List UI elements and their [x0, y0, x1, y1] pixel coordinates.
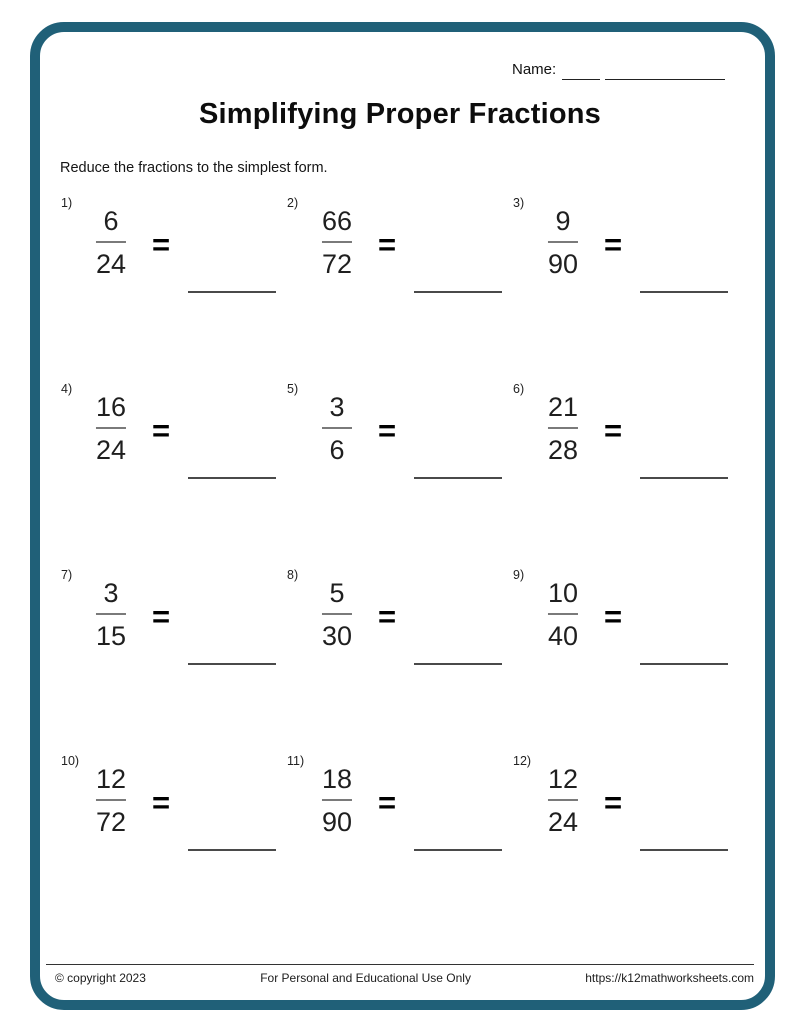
answer-blank-line — [188, 477, 276, 479]
answer-blank-line — [414, 663, 502, 665]
fraction-bar — [96, 427, 126, 429]
name-blank-line-1 — [562, 63, 600, 80]
problem-cell — [286, 570, 512, 682]
fraction — [317, 761, 357, 840]
fraction-numerator: 66 — [321, 206, 353, 236]
page-title: Simplifying Proper Fractions — [199, 98, 601, 130]
answer-blank-line — [640, 663, 728, 665]
problem-number: 3) — [513, 196, 525, 210]
footer-copyright: © copyright 2023 — [55, 971, 146, 985]
fraction-denominator: 90 — [547, 249, 579, 279]
problem-cell — [512, 756, 738, 868]
problem-number: 6) — [513, 382, 525, 396]
fraction-bar — [322, 799, 352, 801]
fraction-numerator: 12 — [547, 764, 579, 794]
answer-blank-line — [640, 849, 728, 851]
problem-cell — [60, 198, 286, 310]
fraction-numerator: 21 — [547, 392, 579, 422]
equals-sign: = — [604, 413, 623, 448]
answer-blank-line — [188, 663, 276, 665]
problem-cell — [512, 198, 738, 310]
problem-cell — [60, 384, 286, 496]
problems-grid — [60, 198, 740, 868]
problem-number: 12) — [513, 754, 532, 768]
answer-blank-line — [640, 477, 728, 479]
fraction — [543, 761, 583, 840]
problem-number: 11) — [287, 754, 305, 768]
answer-blank-line — [188, 849, 276, 851]
equals-sign: = — [378, 599, 397, 634]
problem-cell — [60, 756, 286, 868]
fraction-numerator: 9 — [555, 206, 571, 236]
fraction-denominator: 6 — [329, 435, 345, 465]
fraction — [543, 203, 583, 282]
fraction-bar — [548, 613, 578, 615]
problem-number: 2) — [287, 196, 299, 210]
fraction-bar — [322, 241, 352, 243]
fraction-denominator: 15 — [95, 621, 127, 651]
footer-url: https://k12mathworksheets.com — [585, 971, 754, 985]
problem-cell — [286, 198, 512, 310]
fraction-denominator: 72 — [95, 807, 127, 837]
fraction-bar — [548, 427, 578, 429]
name-row — [512, 58, 725, 80]
equals-sign: = — [604, 599, 623, 634]
fraction-bar — [322, 427, 352, 429]
problem-number: 9) — [513, 568, 525, 582]
equals-sign: = — [604, 227, 623, 262]
answer-blank-line — [188, 291, 276, 293]
fraction-bar — [548, 799, 578, 801]
problem-number: 5) — [287, 382, 299, 396]
fraction-denominator: 72 — [321, 249, 353, 279]
equals-sign: = — [604, 785, 623, 820]
name-label: Name: — [512, 61, 557, 78]
problem-number: 1) — [61, 196, 73, 210]
problem-cell — [286, 384, 512, 496]
problem-number: 10) — [61, 754, 80, 768]
equals-sign: = — [152, 599, 171, 634]
fraction-numerator: 5 — [329, 578, 345, 608]
footer — [55, 971, 754, 985]
fraction — [91, 761, 131, 840]
fraction-denominator: 24 — [547, 807, 579, 837]
fraction — [317, 389, 357, 468]
fraction-bar — [322, 613, 352, 615]
problem-number: 8) — [287, 568, 299, 582]
fraction-bar — [548, 241, 578, 243]
fraction-numerator: 3 — [103, 578, 119, 608]
instruction-text: Reduce the fractions to the simplest form. — [60, 160, 328, 176]
equals-sign: = — [152, 227, 171, 262]
answer-blank-line — [414, 849, 502, 851]
fraction — [91, 389, 131, 468]
answer-blank-line — [414, 477, 502, 479]
problem-cell — [512, 570, 738, 682]
fraction-numerator: 3 — [329, 392, 345, 422]
fraction-bar — [96, 241, 126, 243]
problem-number: 7) — [61, 568, 73, 582]
fraction-numerator: 18 — [321, 764, 353, 794]
fraction — [317, 203, 357, 282]
equals-sign: = — [378, 227, 397, 262]
fraction — [91, 203, 131, 282]
equals-sign: = — [152, 413, 171, 448]
fraction-numerator: 6 — [103, 206, 119, 236]
equals-sign: = — [378, 785, 397, 820]
problem-cell — [60, 570, 286, 682]
fraction-denominator: 90 — [321, 807, 353, 837]
fraction-numerator: 10 — [547, 578, 579, 608]
fraction-denominator: 24 — [95, 435, 127, 465]
fraction-bar — [96, 799, 126, 801]
fraction — [543, 575, 583, 654]
footer-usage: For Personal and Educational Use Only — [260, 971, 471, 985]
fraction-denominator: 40 — [547, 621, 579, 651]
fraction-numerator: 16 — [95, 392, 127, 422]
equals-sign: = — [378, 413, 397, 448]
fraction — [317, 575, 357, 654]
problem-cell — [512, 384, 738, 496]
fraction-denominator: 24 — [95, 249, 127, 279]
problem-cell — [286, 756, 512, 868]
equals-sign: = — [152, 785, 171, 820]
answer-blank-line — [414, 291, 502, 293]
problem-number: 4) — [61, 382, 73, 396]
fraction — [91, 575, 131, 654]
fraction-numerator: 12 — [95, 764, 127, 794]
fraction-bar — [96, 613, 126, 615]
answer-blank-line — [640, 291, 728, 293]
fraction-denominator: 30 — [321, 621, 353, 651]
footer-divider — [46, 964, 754, 965]
fraction-denominator: 28 — [547, 435, 579, 465]
name-blank-line-2 — [605, 63, 725, 80]
fraction — [543, 389, 583, 468]
